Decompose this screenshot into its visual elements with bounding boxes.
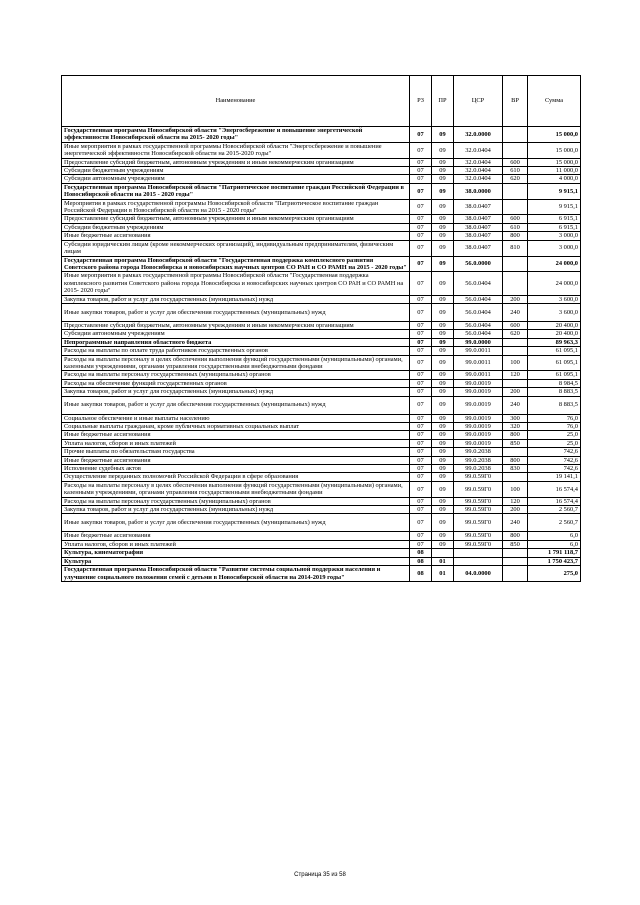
table-row bbox=[62, 347, 581, 355]
sum-cell: 11 000,0 bbox=[528, 167, 581, 175]
table-row bbox=[62, 158, 581, 166]
vr-cell: 830 bbox=[503, 465, 528, 473]
header-name: Наименование bbox=[62, 76, 410, 127]
name-cell: Иные бюджетные ассигнования bbox=[62, 232, 410, 240]
table-row bbox=[62, 167, 581, 175]
vr-cell: 200 bbox=[503, 295, 528, 303]
rz-cell: 07 bbox=[410, 540, 432, 548]
vr-cell: 120 bbox=[503, 371, 528, 379]
pr-cell bbox=[432, 549, 454, 557]
vr-cell: 600 bbox=[503, 215, 528, 223]
pr-cell: 09 bbox=[432, 514, 454, 532]
csr-cell bbox=[454, 557, 503, 565]
name-cell: Расходы на обеспечение функций государственных органов bbox=[62, 379, 410, 387]
pr-cell: 09 bbox=[432, 532, 454, 540]
csr-cell: 32.0.0000 bbox=[454, 127, 503, 143]
sum-cell: 16 574,4 bbox=[528, 481, 581, 497]
pr-cell: 09 bbox=[432, 295, 454, 303]
vr-cell: 610 bbox=[503, 167, 528, 175]
table-row bbox=[62, 215, 581, 223]
sum-cell: 742,6 bbox=[528, 456, 581, 464]
pr-cell: 09 bbox=[432, 506, 454, 514]
name-cell: Субсидии автономным учреждениям bbox=[62, 175, 410, 183]
name-cell: Субсидии юридическим лицам (кроме некоммерческих организаций), индивидуальным предпринимателям, физическим лицам bbox=[62, 240, 410, 256]
name-cell: Субсидии автономным учреждениям bbox=[62, 330, 410, 338]
name-cell: Социальное обеспечение и иные выплаты населению bbox=[62, 414, 410, 422]
sum-cell: 275,0 bbox=[528, 566, 581, 582]
vr-cell: 200 bbox=[503, 506, 528, 514]
pr-cell: 09 bbox=[432, 223, 454, 231]
vr-cell: 800 bbox=[503, 431, 528, 439]
pr-cell: 09 bbox=[432, 338, 454, 346]
table-row bbox=[62, 338, 581, 346]
vr-cell: 800 bbox=[503, 456, 528, 464]
pr-cell: 09 bbox=[432, 321, 454, 329]
name-cell: Предоставление субсидий бюджетным, автономным учреждениям и иным некоммерческим организациям bbox=[62, 321, 410, 329]
rz-cell: 07 bbox=[410, 431, 432, 439]
table-header-row bbox=[62, 76, 581, 127]
name-cell: Иные закупки товаров, работ и услуг для обеспечения государственных (муниципальных) нужд bbox=[62, 514, 410, 532]
sum-cell: 8 883,5 bbox=[528, 388, 581, 396]
csr-cell: 38.0.0407 bbox=[454, 215, 503, 223]
csr-cell: 38.0.0407 bbox=[454, 199, 503, 215]
rz-cell: 07 bbox=[410, 338, 432, 346]
csr-cell: 99.0.59Г0 bbox=[454, 506, 503, 514]
name-cell: Осуществление переданных полномочий Российской Федерации в сфере образования bbox=[62, 473, 410, 481]
csr-cell: 56.0.0404 bbox=[454, 330, 503, 338]
table-row bbox=[62, 256, 581, 272]
pr-cell: 09 bbox=[432, 465, 454, 473]
vr-cell: 240 bbox=[503, 303, 528, 321]
sum-cell: 8 984,5 bbox=[528, 379, 581, 387]
csr-cell: 99.0.0019 bbox=[454, 388, 503, 396]
csr-cell: 99.0.0019 bbox=[454, 414, 503, 422]
sum-cell: 16 574,4 bbox=[528, 497, 581, 505]
rz-cell: 07 bbox=[410, 127, 432, 143]
pr-cell: 09 bbox=[432, 448, 454, 456]
table-row bbox=[62, 473, 581, 481]
csr-cell: 99.0.0019 bbox=[454, 396, 503, 414]
csr-cell: 04.0.0000 bbox=[454, 566, 503, 582]
table-row bbox=[62, 557, 581, 565]
pr-cell: 09 bbox=[432, 158, 454, 166]
csr-cell: 99.0.59Г0 bbox=[454, 497, 503, 505]
table-row bbox=[62, 532, 581, 540]
rz-cell: 07 bbox=[410, 167, 432, 175]
table-row bbox=[62, 423, 581, 431]
table-row bbox=[62, 232, 581, 240]
name-cell: Субсидии бюджетным учреждениям bbox=[62, 223, 410, 231]
name-cell: Иные закупки товаров, работ и услуг для обеспечения государственных (муниципальных) нужд bbox=[62, 303, 410, 321]
sum-cell: 2 560,7 bbox=[528, 514, 581, 532]
sum-cell: 15 000,0 bbox=[528, 142, 581, 158]
vr-cell: 800 bbox=[503, 232, 528, 240]
name-cell: Исполнение судебных актов bbox=[62, 465, 410, 473]
vr-cell bbox=[503, 566, 528, 582]
csr-cell: 99.0.59Г0 bbox=[454, 540, 503, 548]
rz-cell: 07 bbox=[410, 321, 432, 329]
rz-cell: 07 bbox=[410, 448, 432, 456]
table-row bbox=[62, 549, 581, 557]
name-cell: Мероприятия в рамках государственной программы Новосибирской области "Патриотическое воспитание граждан Российской Федерации в Новосибирской области на 2015 - 2020 годы" bbox=[62, 199, 410, 215]
pr-cell: 09 bbox=[432, 167, 454, 175]
pr-cell: 09 bbox=[432, 379, 454, 387]
table-row bbox=[62, 240, 581, 256]
rz-cell: 07 bbox=[410, 215, 432, 223]
rz-cell: 08 bbox=[410, 549, 432, 557]
pr-cell: 09 bbox=[432, 481, 454, 497]
vr-cell bbox=[503, 183, 528, 199]
sum-cell: 76,0 bbox=[528, 423, 581, 431]
vr-cell bbox=[503, 338, 528, 346]
pr-cell: 09 bbox=[432, 127, 454, 143]
rz-cell: 07 bbox=[410, 158, 432, 166]
table-row bbox=[62, 371, 581, 379]
pr-cell: 09 bbox=[432, 431, 454, 439]
vr-cell: 320 bbox=[503, 423, 528, 431]
table-row bbox=[62, 175, 581, 183]
pr-cell: 09 bbox=[432, 414, 454, 422]
rz-cell: 07 bbox=[410, 232, 432, 240]
csr-cell: 99.0.0000 bbox=[454, 338, 503, 346]
vr-cell: 850 bbox=[503, 540, 528, 548]
pr-cell: 09 bbox=[432, 388, 454, 396]
csr-cell: 38.0.0407 bbox=[454, 240, 503, 256]
table-row bbox=[62, 481, 581, 497]
table-row bbox=[62, 330, 581, 338]
pr-cell: 09 bbox=[432, 232, 454, 240]
vr-cell bbox=[503, 127, 528, 143]
rz-cell: 07 bbox=[410, 142, 432, 158]
header-csr: ЦСР bbox=[454, 76, 503, 127]
sum-cell: 24 000,0 bbox=[528, 272, 581, 295]
sum-cell: 6,0 bbox=[528, 532, 581, 540]
vr-cell: 610 bbox=[503, 223, 528, 231]
sum-cell: 25,0 bbox=[528, 431, 581, 439]
vr-cell: 620 bbox=[503, 175, 528, 183]
csr-cell: 99.0.59Г0 bbox=[454, 532, 503, 540]
rz-cell: 07 bbox=[410, 295, 432, 303]
table-row bbox=[62, 127, 581, 143]
rz-cell: 07 bbox=[410, 473, 432, 481]
sum-cell: 61 095,1 bbox=[528, 355, 581, 371]
csr-cell: 99.0.0019 bbox=[454, 431, 503, 439]
rz-cell: 07 bbox=[410, 223, 432, 231]
name-cell: Предоставление субсидий бюджетным, автономным учреждениям и иным некоммерческим организациям bbox=[62, 158, 410, 166]
rz-cell: 07 bbox=[410, 396, 432, 414]
csr-cell: 38.0.0000 bbox=[454, 183, 503, 199]
rz-cell: 07 bbox=[410, 532, 432, 540]
rz-cell: 07 bbox=[410, 379, 432, 387]
vr-cell bbox=[503, 448, 528, 456]
sum-cell: 1 750 423,7 bbox=[528, 557, 581, 565]
pr-cell: 09 bbox=[432, 423, 454, 431]
pr-cell: 09 bbox=[432, 199, 454, 215]
rz-cell: 07 bbox=[410, 355, 432, 371]
pr-cell: 01 bbox=[432, 566, 454, 582]
sum-cell: 19 141,1 bbox=[528, 473, 581, 481]
rz-cell: 07 bbox=[410, 423, 432, 431]
name-cell: Уплата налогов, сборов и иных платежей bbox=[62, 439, 410, 447]
rz-cell: 07 bbox=[410, 497, 432, 505]
csr-cell: 56.0.0000 bbox=[454, 256, 503, 272]
vr-cell: 200 bbox=[503, 388, 528, 396]
table-row bbox=[62, 272, 581, 295]
table-row bbox=[62, 355, 581, 371]
name-cell: Закупка товаров, работ и услуг для государственных (муниципальных) нужд bbox=[62, 506, 410, 514]
rz-cell: 07 bbox=[410, 465, 432, 473]
budget-table-container bbox=[61, 75, 580, 582]
pr-cell: 09 bbox=[432, 175, 454, 183]
name-cell: Иные бюджетные ассигнования bbox=[62, 456, 410, 464]
vr-cell: 620 bbox=[503, 330, 528, 338]
vr-cell: 600 bbox=[503, 321, 528, 329]
sum-cell: 25,0 bbox=[528, 439, 581, 447]
table-row bbox=[62, 379, 581, 387]
rz-cell: 07 bbox=[410, 347, 432, 355]
vr-cell bbox=[503, 473, 528, 481]
header-pr: ПР bbox=[432, 76, 454, 127]
table-row bbox=[62, 566, 581, 582]
name-cell: Расходы на выплаты персоналу государственных (муниципальных) органов bbox=[62, 371, 410, 379]
pr-cell: 09 bbox=[432, 215, 454, 223]
table-row bbox=[62, 506, 581, 514]
pr-cell: 09 bbox=[432, 355, 454, 371]
vr-cell: 850 bbox=[503, 439, 528, 447]
header-rz: РЗ bbox=[410, 76, 432, 127]
csr-cell: 56.0.0404 bbox=[454, 321, 503, 329]
sum-cell: 9 915,1 bbox=[528, 199, 581, 215]
vr-cell: 800 bbox=[503, 532, 528, 540]
csr-cell: 32.0.0404 bbox=[454, 158, 503, 166]
vr-cell bbox=[503, 557, 528, 565]
pr-cell: 09 bbox=[432, 183, 454, 199]
rz-cell: 07 bbox=[410, 371, 432, 379]
name-cell: Культура, кинематография bbox=[62, 549, 410, 557]
rz-cell: 07 bbox=[410, 183, 432, 199]
rz-cell: 07 bbox=[410, 199, 432, 215]
table-row bbox=[62, 303, 581, 321]
name-cell: Уплата налогов, сборов и иных платежей bbox=[62, 540, 410, 548]
name-cell: Непрограммные направления областного бюджета bbox=[62, 338, 410, 346]
name-cell: Прочие выплаты по обязательствам государства bbox=[62, 448, 410, 456]
csr-cell: 99.0.59Г0 bbox=[454, 514, 503, 532]
csr-cell: 38.0.0407 bbox=[454, 223, 503, 231]
vr-cell: 100 bbox=[503, 481, 528, 497]
vr-cell: 240 bbox=[503, 396, 528, 414]
name-cell: Субсидии бюджетным учреждениям bbox=[62, 167, 410, 175]
table-row bbox=[62, 321, 581, 329]
vr-cell bbox=[503, 142, 528, 158]
sum-cell: 4 000,0 bbox=[528, 175, 581, 183]
sum-cell: 20 400,0 bbox=[528, 330, 581, 338]
name-cell: Закупка товаров, работ и услуг для государственных (муниципальных) нужд bbox=[62, 295, 410, 303]
vr-cell bbox=[503, 379, 528, 387]
name-cell: Расходы на выплаты персоналу в целях обеспечения выполнения функций государственными (муниципальными) органами, казенными учреждениями, органами управления государственными внебюджетными фондами bbox=[62, 355, 410, 371]
name-cell: Иные мероприятия в рамках государственной программы Новосибирской области "Энергосбережение и повышение энергетической эффективности Новосибирской области на 2015-2020 годы" bbox=[62, 142, 410, 158]
rz-cell: 07 bbox=[410, 303, 432, 321]
name-cell: Государственная программа Новосибирской области "Энергосбережение и повышение энергетической эффективности Новосибирской области на 2015- 2020 годы" bbox=[62, 127, 410, 143]
pr-cell: 09 bbox=[432, 142, 454, 158]
pr-cell: 09 bbox=[432, 439, 454, 447]
csr-cell: 99.0.0011 bbox=[454, 371, 503, 379]
vr-cell: 240 bbox=[503, 514, 528, 532]
rz-cell: 08 bbox=[410, 566, 432, 582]
sum-cell: 20 400,0 bbox=[528, 321, 581, 329]
vr-cell bbox=[503, 256, 528, 272]
sum-cell: 6,0 bbox=[528, 540, 581, 548]
csr-cell: 99.0.2038 bbox=[454, 448, 503, 456]
table-row bbox=[62, 142, 581, 158]
vr-cell bbox=[503, 347, 528, 355]
name-cell: Иные бюджетные ассигнования bbox=[62, 431, 410, 439]
csr-cell: 99.0.2038 bbox=[454, 465, 503, 473]
table-row bbox=[62, 497, 581, 505]
pr-cell: 09 bbox=[432, 396, 454, 414]
sum-cell: 15 000,0 bbox=[528, 127, 581, 143]
table-row bbox=[62, 199, 581, 215]
csr-cell: 32.0.0404 bbox=[454, 175, 503, 183]
sum-cell: 3 600,0 bbox=[528, 295, 581, 303]
sum-cell: 61 095,1 bbox=[528, 371, 581, 379]
name-cell: Государственная программа Новосибирской области "Государственная поддержка комплексного развития Советского района города Новосибирска и новосибирских научных центров СО РАН и СО РАМН на 2015 - 2020 годы" bbox=[62, 256, 410, 272]
name-cell: Государственная программа Новосибирской области "Развитие системы социальной поддержки населения и улучшение социального положения семей с детьми в Новосибирской области на 2014-2019 годы" bbox=[62, 566, 410, 582]
page-footer: Страница 35 из 58 bbox=[294, 872, 346, 878]
rz-cell: 07 bbox=[410, 514, 432, 532]
rz-cell: 07 bbox=[410, 388, 432, 396]
vr-cell: 300 bbox=[503, 414, 528, 422]
rz-cell: 07 bbox=[410, 175, 432, 183]
header-sum: Сумма bbox=[528, 76, 581, 127]
rz-cell: 07 bbox=[410, 456, 432, 464]
csr-cell: 32.0.0404 bbox=[454, 167, 503, 175]
name-cell: Расходы на выплаты персоналу государственных (муниципальных) органов bbox=[62, 497, 410, 505]
sum-cell: 8 883,5 bbox=[528, 396, 581, 414]
table-row bbox=[62, 448, 581, 456]
pr-cell: 09 bbox=[432, 303, 454, 321]
pr-cell: 09 bbox=[432, 473, 454, 481]
csr-cell: 99.0.0011 bbox=[454, 347, 503, 355]
csr-cell: 38.0.0407 bbox=[454, 232, 503, 240]
name-cell: Социальные выплаты гражданам, кроме публичных нормативных социальных выплат bbox=[62, 423, 410, 431]
table-row bbox=[62, 295, 581, 303]
pr-cell: 09 bbox=[432, 371, 454, 379]
vr-cell: 600 bbox=[503, 158, 528, 166]
table-row bbox=[62, 414, 581, 422]
table-row bbox=[62, 439, 581, 447]
csr-cell: 99.0.0011 bbox=[454, 355, 503, 371]
table-row bbox=[62, 465, 581, 473]
pr-cell: 09 bbox=[432, 540, 454, 548]
rz-cell: 07 bbox=[410, 272, 432, 295]
rz-cell: 07 bbox=[410, 506, 432, 514]
name-cell: Государственная программа Новосибирской области "Патриотическое воспитание граждан Российской Федерации в Новосибирской области на 2015 - 2020 годы" bbox=[62, 183, 410, 199]
name-cell: Иные мероприятия в рамках государственной программы Новосибирской области "Государственная поддержка комплексного развития Советского района города Новосибирска и новосибирских научных центров СО РАН и СО РАМН на 2015- 2020 годы" bbox=[62, 272, 410, 295]
pr-cell: 09 bbox=[432, 330, 454, 338]
name-cell: Закупка товаров, работ и услуг для государственных (муниципальных) нужд bbox=[62, 388, 410, 396]
table-row bbox=[62, 456, 581, 464]
header-vr: ВР bbox=[503, 76, 528, 127]
pr-cell: 09 bbox=[432, 272, 454, 295]
table-row bbox=[62, 431, 581, 439]
rz-cell: 07 bbox=[410, 414, 432, 422]
vr-cell bbox=[503, 549, 528, 557]
rz-cell: 07 bbox=[410, 481, 432, 497]
name-cell: Расходы на выплаты по оплате труда работников государственных органов bbox=[62, 347, 410, 355]
sum-cell: 76,0 bbox=[528, 414, 581, 422]
vr-cell bbox=[503, 199, 528, 215]
csr-cell: 99.0.0019 bbox=[454, 439, 503, 447]
vr-cell bbox=[503, 272, 528, 295]
table-row bbox=[62, 396, 581, 414]
sum-cell: 89 963,3 bbox=[528, 338, 581, 346]
table-row bbox=[62, 183, 581, 199]
rz-cell: 07 bbox=[410, 256, 432, 272]
name-cell: Предоставление субсидий бюджетным, автономным учреждениям и иным некоммерческим организациям bbox=[62, 215, 410, 223]
vr-cell: 120 bbox=[503, 497, 528, 505]
sum-cell: 24 000,0 bbox=[528, 256, 581, 272]
rz-cell: 08 bbox=[410, 557, 432, 565]
sum-cell: 9 915,1 bbox=[528, 183, 581, 199]
pr-cell: 09 bbox=[432, 256, 454, 272]
pr-cell: 01 bbox=[432, 557, 454, 565]
csr-cell: 56.0.0404 bbox=[454, 303, 503, 321]
sum-cell: 6 915,1 bbox=[528, 215, 581, 223]
sum-cell: 6 915,1 bbox=[528, 223, 581, 231]
sum-cell: 2 560,7 bbox=[528, 506, 581, 514]
csr-cell: 99.0.2038 bbox=[454, 456, 503, 464]
vr-cell: 810 bbox=[503, 240, 528, 256]
name-cell: Расходы на выплаты персоналу в целях обеспечения выполнения функций государственными (муниципальными) органами, казенными учреждениями, органами управления государственными внебюджетными фондами bbox=[62, 481, 410, 497]
csr-cell: 56.0.0404 bbox=[454, 272, 503, 295]
sum-cell: 1 791 118,7 bbox=[528, 549, 581, 557]
sum-cell: 15 000,0 bbox=[528, 158, 581, 166]
rz-cell: 07 bbox=[410, 330, 432, 338]
csr-cell: 99.0.0019 bbox=[454, 379, 503, 387]
vr-cell: 100 bbox=[503, 355, 528, 371]
csr-cell: 99.0.59Г0 bbox=[454, 473, 503, 481]
pr-cell: 09 bbox=[432, 497, 454, 505]
name-cell: Культура bbox=[62, 557, 410, 565]
csr-cell: 56.0.0404 bbox=[454, 295, 503, 303]
rz-cell: 07 bbox=[410, 439, 432, 447]
budget-table bbox=[61, 75, 581, 582]
sum-cell: 3 600,0 bbox=[528, 303, 581, 321]
csr-cell bbox=[454, 549, 503, 557]
pr-cell: 09 bbox=[432, 347, 454, 355]
sum-cell: 3 000,0 bbox=[528, 232, 581, 240]
pr-cell: 09 bbox=[432, 456, 454, 464]
table-row bbox=[62, 540, 581, 548]
rz-cell: 07 bbox=[410, 240, 432, 256]
sum-cell: 61 095,1 bbox=[528, 347, 581, 355]
sum-cell: 3 000,0 bbox=[528, 240, 581, 256]
sum-cell: 742,6 bbox=[528, 465, 581, 473]
sum-cell: 742,6 bbox=[528, 448, 581, 456]
csr-cell: 32.0.0404 bbox=[454, 142, 503, 158]
table-row bbox=[62, 514, 581, 532]
csr-cell: 99.0.59Г0 bbox=[454, 481, 503, 497]
table-row bbox=[62, 388, 581, 396]
pr-cell: 09 bbox=[432, 240, 454, 256]
name-cell: Иные бюджетные ассигнования bbox=[62, 532, 410, 540]
csr-cell: 99.0.0019 bbox=[454, 423, 503, 431]
table-row bbox=[62, 223, 581, 231]
name-cell: Иные закупки товаров, работ и услуг для обеспечения государственных (муниципальных) нужд bbox=[62, 396, 410, 414]
